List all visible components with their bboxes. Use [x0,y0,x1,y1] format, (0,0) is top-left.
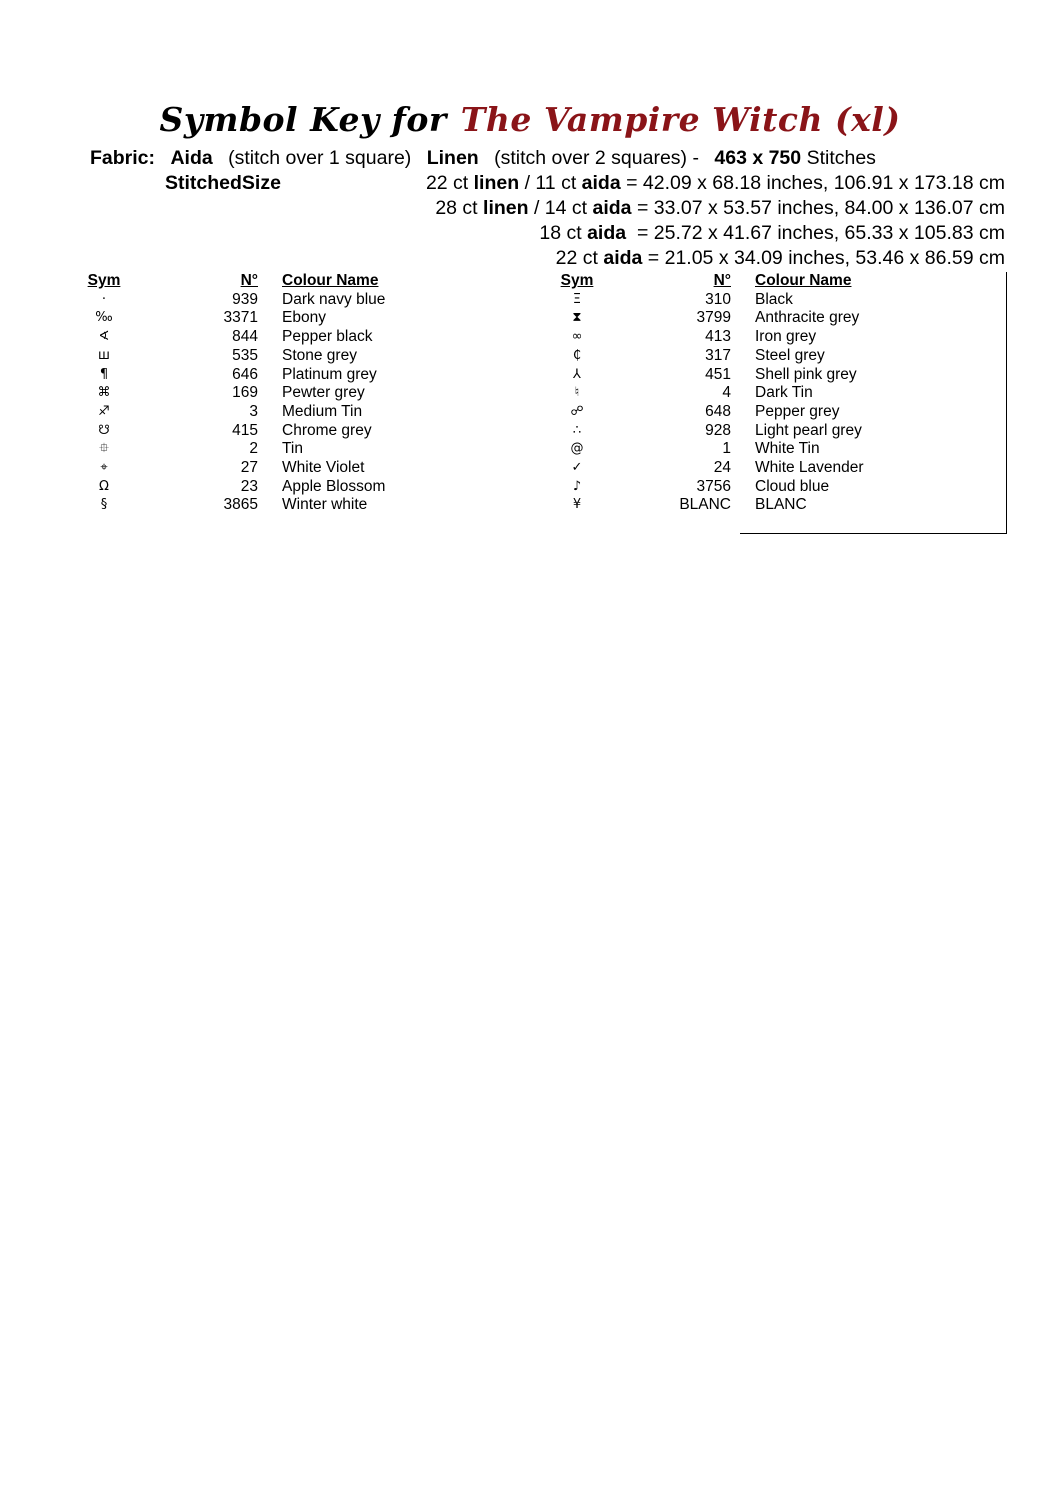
colour-name-cell: Anthracite grey [755,309,860,327]
table-row [553,403,864,422]
number-cell: 24 [713,459,731,477]
table-row [553,291,864,310]
aida-label: Aida [170,147,213,169]
table-row [553,459,864,478]
table-row [80,422,385,441]
number-cell: 2 [249,440,258,458]
number-cell: 535 [232,346,258,364]
header-num: N° [713,272,731,289]
number-cell: 169 [232,384,258,402]
symbol-cell: ‰ [95,310,113,326]
stitched-size-row [556,247,1005,270]
number-cell: 648 [705,402,731,420]
colour-name-cell: Shell pink grey [755,365,857,383]
table-row [80,291,385,310]
title-pattern-name: The Vampire Witch (xl) [460,100,901,139]
size-part-post: = 21.05 x 34.09 inches, 53.46 x 86.59 cm [642,247,1005,269]
size-part-b2: aida [587,222,627,244]
size-part-b1: linen [473,172,520,194]
size-part-b1: linen [483,197,529,219]
table-row [553,496,864,515]
number-cell: 3756 [696,477,731,495]
symbol-key-table-right [553,272,864,515]
header-sym: Sym [560,272,594,289]
stitched-size-row [435,197,1005,220]
size-part-b2: aida [581,172,621,194]
number-cell: 3799 [696,309,731,327]
number-cell: 317 [705,346,731,364]
colour-name-cell: Platinum grey [282,365,377,383]
stitch-count: 463 x 750 [714,147,802,169]
table-row [553,440,864,459]
symbol-cell: ¶ [99,366,109,382]
number-cell: 928 [705,421,731,439]
symbol-cell: ∴ [572,422,582,438]
number-cell: 844 [232,328,258,346]
number-cell: 646 [232,365,258,383]
symbol-cell: ⯐ [99,441,109,457]
size-part-b2: aida [592,197,632,219]
table-border-bottom [740,533,1007,534]
stitched-size-row [539,222,1005,245]
symbol-cell: ⅄ [573,366,581,382]
colour-name-cell: Ebony [282,309,326,327]
number-cell: 1 [722,440,731,458]
size-part-pre: 28 ct [435,197,484,219]
stitches-word: Stitches [806,147,876,169]
header-num: N° [240,272,258,289]
table-row [553,328,864,347]
number-cell: BLANC [679,496,731,514]
table-row [553,347,864,366]
colour-name-cell: Iron grey [755,328,817,346]
symbol-cell: @ [570,441,584,457]
symbol-cell: ♪ [572,478,582,494]
table-header-row [553,272,864,291]
colour-name-cell: Light pearl grey [755,421,862,439]
colour-name-cell: White Lavender [755,459,864,477]
colour-name-cell: Pewter grey [282,384,365,402]
symbol-cell: ☋ [98,422,110,438]
number-cell: 4 [722,384,731,402]
symbol-cell: ☍ [570,403,584,419]
symbol-cell: ∞ [571,329,583,345]
symbol-cell: ⧗ [572,310,582,326]
symbol-cell: § [100,497,108,513]
colour-name-cell: Winter white [282,496,368,514]
table-row [553,366,864,385]
table-row [80,496,385,515]
size-part-pre: 18 ct [539,222,588,244]
symbol-cell: ⌘ [97,385,111,401]
title-prefix: Symbol Key for [159,100,447,139]
table-row [80,478,385,497]
number-cell: 415 [232,421,258,439]
table-border-right [1006,272,1007,534]
table-row [80,384,385,403]
table-row [553,384,864,403]
colour-name-cell: BLANC [755,496,807,514]
number-cell: 310 [705,290,731,308]
number-cell: 27 [240,459,258,477]
table-row [80,403,385,422]
symbol-cell: ₵ [572,347,582,363]
number-cell: 939 [232,290,258,308]
table-row [553,309,864,328]
colour-name-cell: Steel grey [755,346,825,364]
symbol-cell: ✓ [571,460,583,476]
symbol-cell: ♮ [574,385,580,401]
symbol-cell: ¥ [572,497,582,513]
table-row [553,478,864,497]
table-row [80,366,385,385]
size-part-b2: aida [603,247,643,269]
fabric-line [90,147,876,170]
symbol-key-table-left [80,272,385,515]
number-cell: 3865 [223,496,258,514]
table-row [553,422,864,441]
size-part-pre: 22 ct [425,172,474,194]
number-cell: 451 [705,365,731,383]
table-row [80,459,385,478]
size-part-post: = 33.07 x 53.57 inches, 84.00 x 136.07 cm [631,197,1005,219]
size-part-pre: 22 ct [555,247,604,269]
colour-name-cell: White Tin [755,440,820,458]
symbol-cell: ∢ [98,329,110,345]
header-colour-name: Colour Name [282,272,379,289]
header-sym: Sym [87,272,121,289]
colour-name-cell: Black [755,290,793,308]
symbol-cell: · [101,291,107,307]
colour-name-cell: Medium Tin [282,402,363,420]
number-cell: 23 [240,477,258,495]
colour-name-cell: Chrome grey [282,421,372,439]
colour-name-cell: White Violet [282,459,365,477]
colour-name-cell: Stone grey [282,346,357,364]
fabric-label: Fabric: [90,147,156,169]
aida-note: (stitch over 1 square) [228,147,412,169]
colour-name-cell: Apple Blossom [282,477,386,495]
number-cell: 413 [705,328,731,346]
size-part-mid: / 14 ct [528,197,593,219]
table-row [80,347,385,366]
table-row [80,328,385,347]
colour-name-cell: Pepper grey [755,402,840,420]
header-colour-name: Colour Name [755,272,852,289]
symbol-cell: ш [98,347,110,363]
table-row [80,309,385,328]
number-cell: 3371 [223,309,258,327]
colour-name-cell: Dark navy blue [282,290,386,308]
symbol-cell: ⌖ [100,460,108,476]
number-cell: 3 [249,402,258,420]
symbol-cell: ♐ [98,403,110,419]
table-header-row [80,272,385,291]
colour-name-cell: Tin [282,440,303,458]
linen-label: Linen [426,147,479,169]
stitched-size-label: StitchedSize [165,172,281,194]
page-title [0,100,1060,139]
symbol-cell: Ξ [572,291,582,307]
colour-name-cell: Cloud blue [755,477,830,495]
symbol-cell: Ω [99,478,109,494]
size-part-post: = 42.09 x 68.18 inches, 106.91 x 173.18 cm [620,172,1005,194]
colour-name-cell: Pepper black [282,328,373,346]
stitched-size-row [426,172,1005,195]
size-part-post: = 25.72 x 41.67 inches, 65.33 x 105.83 cm [626,222,1005,244]
linen-note: (stitch over 2 squares) - [494,147,699,169]
colour-name-cell: Dark Tin [755,384,813,402]
size-part-mid: / 11 ct [519,172,582,194]
table-row [80,440,385,459]
